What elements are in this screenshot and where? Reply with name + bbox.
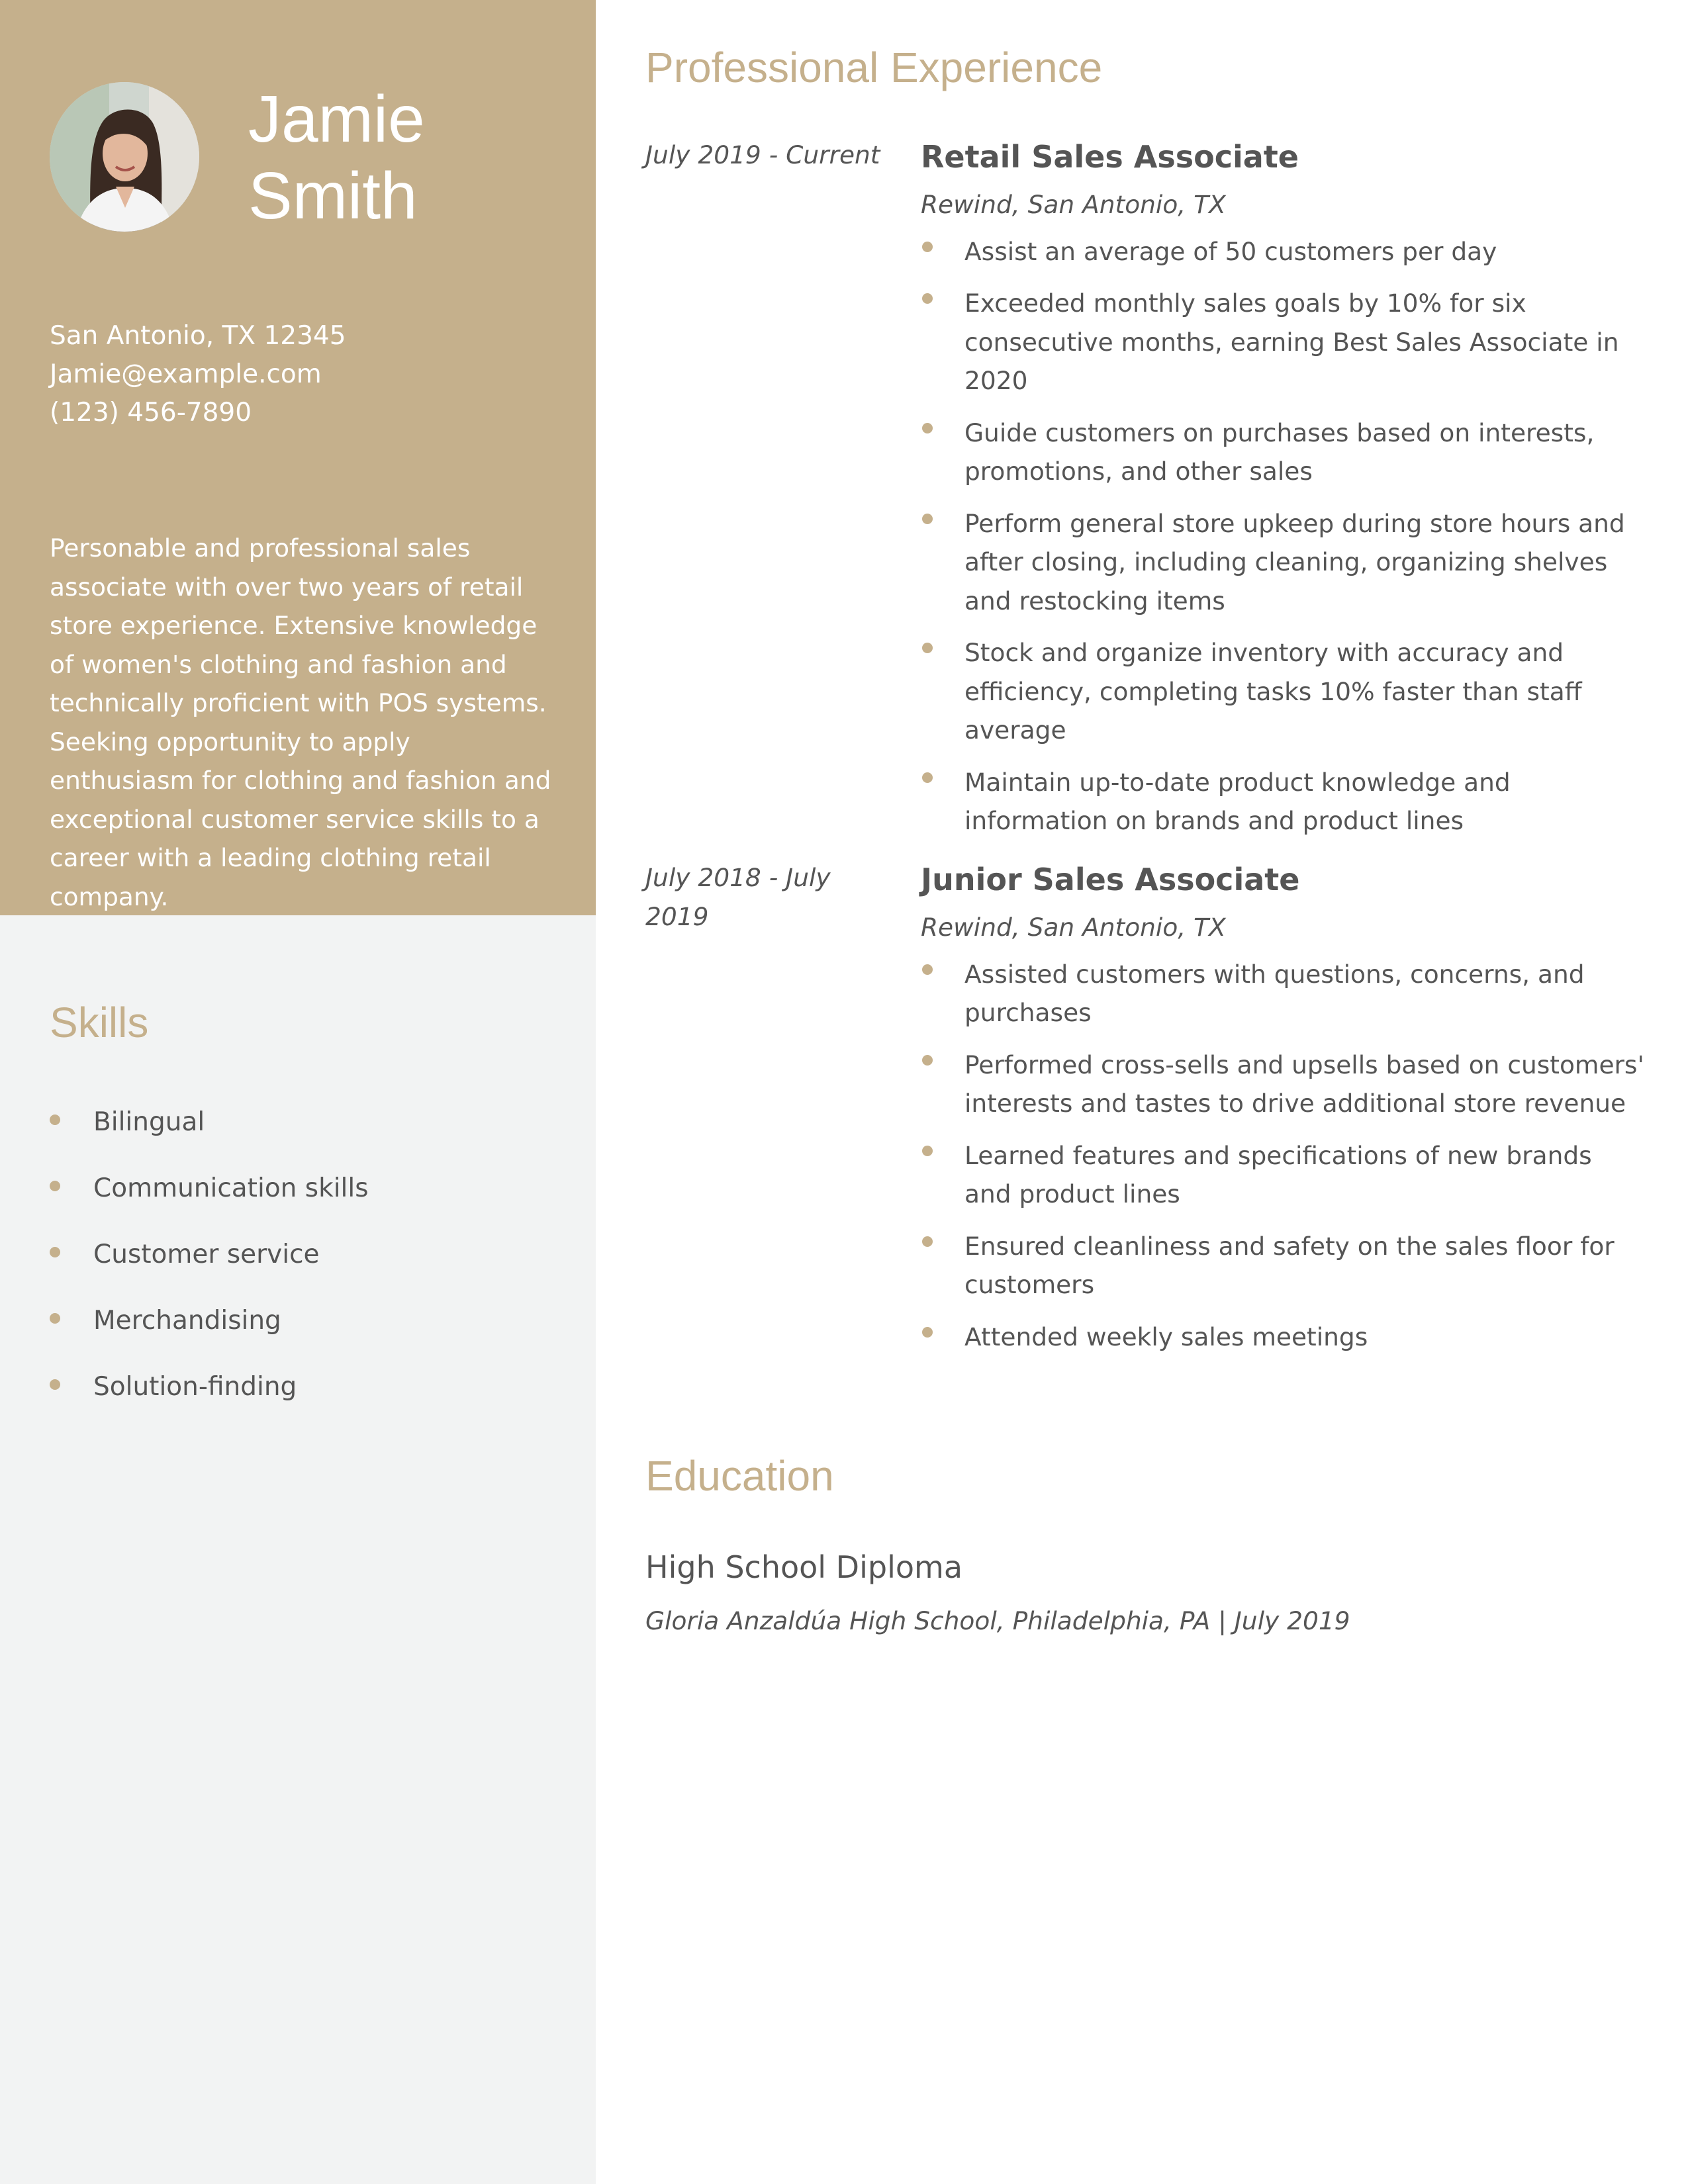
job-duties [921, 232, 1645, 841]
education-degree: High School Diploma [645, 1549, 963, 1585]
experience-heading: Professional Experience [645, 44, 1103, 91]
bullet-dot-icon [922, 514, 933, 524]
job-dates: July 2019 - Current [645, 140, 880, 169]
duty-item [921, 284, 1645, 400]
job-title: Retail Sales Associate [921, 139, 1299, 175]
duty-text: Exceeded monthly sales goals by 10% for six consecutive months, earning Best Sales Associate in 2020 [964, 289, 1619, 395]
job-title: Junior Sales Associate [921, 862, 1300, 897]
bullet-dot-icon [922, 1236, 933, 1247]
duty-item [921, 1046, 1645, 1123]
bullet-dot-icon [922, 293, 933, 304]
duty-text: Perform general store upkeep during store hours and after closing, including cleaning, organizing shelves and restocking items [964, 508, 1625, 615]
contact-info [50, 317, 553, 432]
bullet-dot-icon [922, 1146, 933, 1156]
address: San Antonio, TX 12345 [50, 321, 346, 351]
job-duties [921, 955, 1645, 1357]
skill-item [50, 1103, 553, 1169]
bullet-dot-icon [50, 1313, 60, 1324]
skill-label: Communication skills [93, 1173, 369, 1203]
bullet-dot-icon [922, 772, 933, 783]
duty-item [921, 414, 1645, 491]
skill-item [50, 1301, 553, 1367]
job-entry [921, 136, 1645, 854]
duty-text: Assisted customers with questions, concerns, and purchases [964, 959, 1585, 1027]
bullet-dot-icon [50, 1247, 60, 1257]
duty-text: Ensured cleanliness and safety on the sales floor for customers [964, 1231, 1615, 1299]
education-heading: Education [645, 1452, 834, 1500]
duty-item [921, 633, 1645, 750]
person-portrait-icon [50, 82, 199, 232]
email: Jamie@example.com [50, 359, 322, 389]
duty-text: Learned features and specifications of new brands and product lines [964, 1140, 1592, 1208]
skill-item [50, 1235, 553, 1301]
bullet-dot-icon [50, 1115, 60, 1125]
job-company: Rewind, San Antonio, TX [921, 913, 1226, 942]
skill-label: Customer service [93, 1240, 320, 1269]
duty-item [921, 1136, 1645, 1214]
last-name: Smith [248, 159, 418, 233]
first-name: Jamie [248, 82, 425, 156]
bullet-dot-icon [922, 423, 933, 433]
duty-text: Attended weekly sales meetings [964, 1322, 1368, 1351]
duty-item [921, 1318, 1645, 1357]
skill-label: Merchandising [93, 1306, 281, 1336]
duty-item [921, 232, 1645, 271]
job-company: Rewind, San Antonio, TX [921, 190, 1226, 219]
skills-list [50, 1103, 553, 1433]
duty-item [921, 955, 1645, 1032]
skill-item [50, 1367, 553, 1433]
education-details: Gloria Anzaldúa High School, Philadelphia, PA | July 2019 [645, 1606, 1350, 1635]
bullet-dot-icon [922, 643, 933, 653]
duty-item [921, 1227, 1645, 1304]
professional-summary: Personable and professional sales associate with over two years of retail store experience. Extensive knowledge of women's clothing and fashion and technically proficient with POS systems. Seeking opportunity to apply enthusiasm for clothing and fashion and exceptional customer service skills to a career with a leading clothing retail company. [50, 533, 551, 911]
job-entry [921, 859, 1645, 1369]
duty-text: Stock and organize inventory with accuracy and efficiency, completing tasks 10% faster than staff average [964, 638, 1582, 745]
duty-text: Maintain up-to-date product knowledge and information on brands and product lines [964, 767, 1511, 835]
skill-label: Bilingual [93, 1107, 205, 1137]
skill-label: Solution-finding [93, 1372, 297, 1402]
job-dates: July 2018 - July 2019 [645, 863, 831, 931]
bullet-dot-icon [50, 1181, 60, 1191]
duty-text: Guide customers on purchases based on interests, promotions, and other sales [964, 418, 1595, 486]
skills-heading: Skills [50, 999, 149, 1046]
bullet-dot-icon [922, 1327, 933, 1338]
bullet-dot-icon [922, 964, 933, 975]
phone: (123) 456-7890 [50, 398, 252, 428]
candidate-name [248, 81, 579, 234]
bullet-dot-icon [922, 1055, 933, 1066]
duty-item [921, 763, 1645, 841]
duty-item [921, 504, 1645, 621]
duty-text: Performed cross-sells and upsells based on customers' interests and tastes to drive additional store revenue [964, 1050, 1644, 1118]
avatar [50, 82, 199, 232]
skill-item [50, 1169, 553, 1235]
duty-text: Assist an average of 50 customers per day [964, 236, 1497, 266]
bullet-dot-icon [922, 242, 933, 252]
bullet-dot-icon [50, 1379, 60, 1390]
